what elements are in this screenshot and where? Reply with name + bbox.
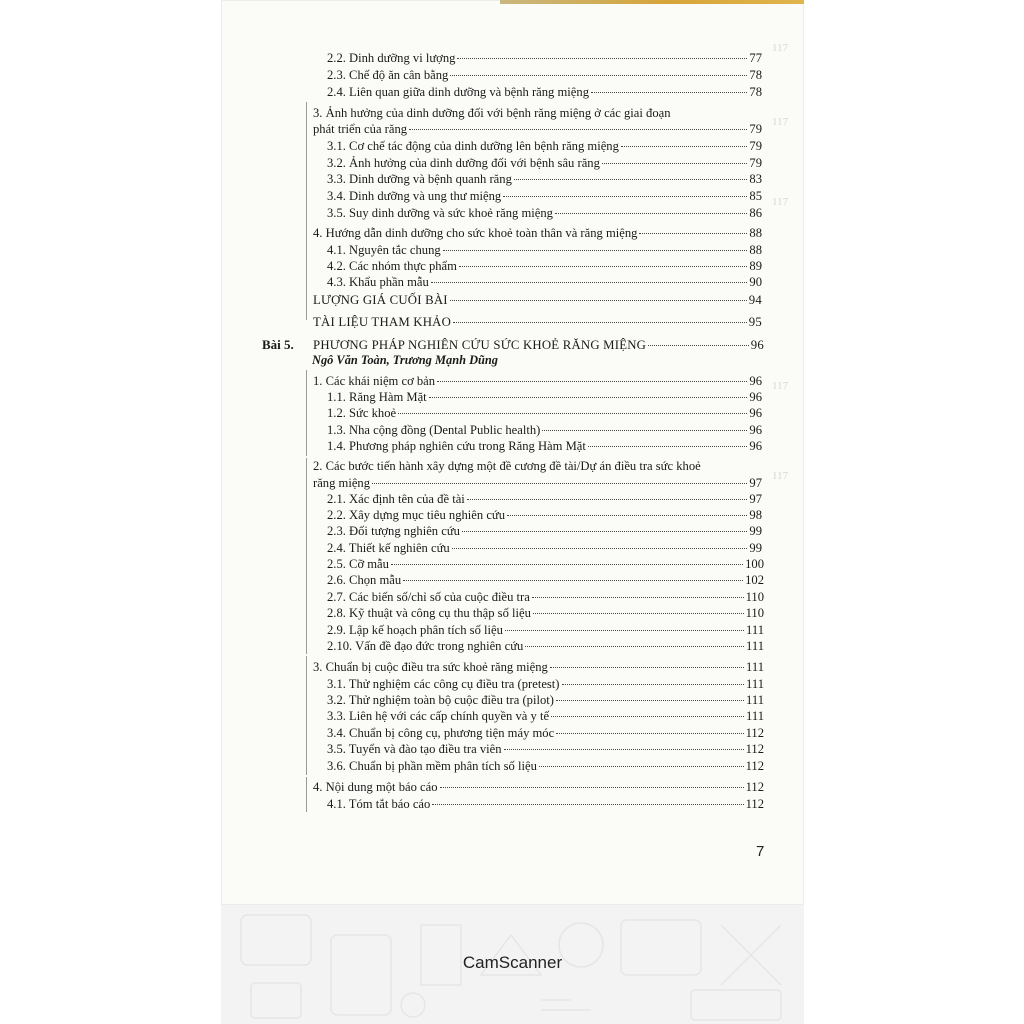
toc-entry-page: 90 <box>749 275 762 289</box>
toc-entry <box>327 725 764 741</box>
toc-entry-page: 110 <box>745 590 764 604</box>
toc-entry-page: 112 <box>745 742 764 756</box>
dot-leader <box>556 732 743 734</box>
toc-entry <box>327 491 762 507</box>
toc-entry <box>313 779 764 795</box>
camscanner-watermark: CamScanner <box>462 953 563 972</box>
toc-entry-title: 2.6. Chọn mẫu <box>327 573 402 587</box>
toc-entry <box>327 605 764 621</box>
dot-leader <box>591 91 747 93</box>
toc-entry-page: 97 <box>749 492 762 506</box>
toc-entry-page: 99 <box>749 524 762 538</box>
dot-leader <box>551 715 744 717</box>
toc-entry-title: 3.2. Thử nghiệm toàn bộ cuộc điều tra (pilot) <box>327 693 554 707</box>
toc-entry-page: 96 <box>749 406 762 420</box>
toc-entry-title: 2.9. Lập kế hoạch phân tích số liệu <box>327 623 503 637</box>
toc-entry-page: 111 <box>746 693 764 707</box>
toc-entry <box>327 258 762 274</box>
toc-entry-title: 2.1. Xác định tên của đề tài <box>327 492 465 506</box>
toc-entry-title: 2.4. Thiết kế nghiên cứu <box>327 541 450 555</box>
toc-entry <box>327 741 764 757</box>
dot-leader <box>602 162 748 164</box>
toc-entry-page: 85 <box>749 189 762 203</box>
toc-entry-title: PHƯƠNG PHÁP NGHIÊN CỨU SỨC KHOẺ RĂNG MIỆNG <box>313 338 647 352</box>
toc-entry-page: 89 <box>749 259 762 273</box>
toc-entry <box>313 105 762 121</box>
dot-leader <box>391 563 743 565</box>
toc-entry <box>327 50 762 66</box>
dot-leader <box>514 178 748 180</box>
toc-entry <box>327 692 764 708</box>
toc-entry-title: 3.2. Ảnh hưởng của dinh dưỡng đối với bệnh sâu răng <box>327 156 600 170</box>
toc-entry-page: 96 <box>750 338 764 352</box>
toc-entry-title: 3.3. Dinh dưỡng và bệnh quanh răng <box>327 172 512 186</box>
toc-entry-title: 2.8. Kỹ thuật và công cụ thu thập số liệu <box>327 606 531 620</box>
toc-entry-title: răng miệng <box>313 476 371 490</box>
dot-leader <box>505 629 744 631</box>
dot-leader <box>533 612 744 614</box>
dot-leader <box>437 380 747 382</box>
bleed-through-mark: 117 <box>772 42 789 54</box>
toc-entry-title: 3.5. Suy dinh dưỡng và sức khoẻ răng miệng <box>327 206 553 220</box>
toc-entry-page: 112 <box>745 759 764 773</box>
toc-entry <box>327 438 762 454</box>
bleed-through-mark: 117 <box>772 470 789 482</box>
toc-entry-title: 4.1. Nguyên tắc chung <box>327 243 441 257</box>
dot-leader <box>550 666 744 668</box>
toc-entry-title: 1.2. Sức khoẻ <box>327 406 397 420</box>
section-bracket <box>306 370 307 456</box>
toc-entry <box>327 523 762 539</box>
toc-entry-page: 112 <box>745 780 764 794</box>
toc-entry-title: 3.4. Chuẩn bị công cụ, phương tiện máy móc <box>327 726 555 740</box>
toc-entry <box>327 422 762 438</box>
section-bracket <box>306 777 307 812</box>
toc-entry-page: 110 <box>745 606 764 620</box>
toc-entry <box>327 138 762 154</box>
toc-entry-title: 2.7. Các biến số/chỉ số của cuộc điều tra <box>327 590 530 604</box>
toc-entry-title: LƯỢNG GIÁ CUỐI BÀI <box>313 293 448 307</box>
toc-entry-page: 79 <box>749 156 762 170</box>
dot-leader <box>467 498 748 500</box>
dot-leader <box>648 344 749 346</box>
dot-leader <box>525 645 744 647</box>
dot-leader <box>429 396 748 398</box>
toc-entry-title: 3.5. Tuyển và đào tạo điều tra viên <box>327 742 502 756</box>
toc-entry <box>313 292 762 308</box>
toc-entry-page: 112 <box>745 797 764 811</box>
toc-entry-page: 78 <box>749 85 762 99</box>
toc-entry-title: 3.1. Cơ chế tác động của dinh dưỡng lên bệnh răng miệng <box>327 139 619 153</box>
toc-entry-page: 96 <box>749 390 762 404</box>
toc-entry-title: 3. Ảnh hưởng của dinh dưỡng đối với bệnh răng miệng ở các giai đoạn <box>313 106 671 120</box>
toc-entry-page: 88 <box>749 226 762 240</box>
toc-entry <box>327 572 764 588</box>
toc-entry-page: 86 <box>749 206 762 220</box>
toc-entry <box>327 507 762 523</box>
toc-entry-page: 98 <box>749 508 762 522</box>
dot-leader <box>539 765 744 767</box>
toc-entry <box>313 373 762 389</box>
toc-entry-title: 3.3. Liên hệ với các cấp chính quyền và y tế <box>327 709 550 723</box>
toc-entry-title: 1.1. Răng Hàm Mặt <box>327 390 427 404</box>
toc-entry-title: TÀI LIỆU THAM KHẢO <box>313 315 452 329</box>
toc-entry-page: 83 <box>749 172 762 186</box>
toc-entry <box>327 589 764 605</box>
toc-entry-title: 3.6. Chuẩn bị phần mềm phân tích số liệu <box>327 759 537 773</box>
toc-entry <box>327 188 762 204</box>
toc-entry-title: 2.3. Đối tượng nghiên cứu <box>327 524 460 538</box>
toc-entry-page: 111 <box>746 677 764 691</box>
toc-entry-page: 78 <box>749 68 762 82</box>
toc-entry <box>327 242 762 258</box>
toc-entry <box>327 556 764 572</box>
dot-leader <box>403 579 743 581</box>
dot-leader <box>507 514 747 516</box>
toc-entry-page: 79 <box>749 139 762 153</box>
dot-leader <box>431 281 748 283</box>
toc-entry-title: 4.3. Khẩu phần mẫu <box>327 275 429 289</box>
dot-leader <box>639 232 747 234</box>
toc-entry-title: 2.2. Dinh dưỡng vi lượng <box>327 51 456 65</box>
section-bracket <box>306 458 307 654</box>
dot-leader <box>556 699 744 701</box>
toc-entry <box>327 155 762 171</box>
toc-entry-page: 111 <box>746 623 764 637</box>
toc-entry <box>327 796 764 812</box>
toc-entry <box>313 458 762 474</box>
section-bracket <box>306 656 307 775</box>
toc-entry-title: 2.3. Chế độ ăn cân bằng <box>327 68 449 82</box>
toc-entry-title: 3. Chuẩn bị cuộc điều tra sức khoẻ răng miệng <box>313 660 548 674</box>
toc-entry-page: 111 <box>746 639 764 653</box>
toc-entry-page: 94 <box>748 293 762 307</box>
dot-leader <box>432 803 743 805</box>
toc-entry <box>327 758 764 774</box>
toc-entry <box>327 540 762 556</box>
dot-leader <box>450 74 747 76</box>
bleed-through-mark: 117 <box>772 196 789 208</box>
toc-entry <box>327 638 764 654</box>
bleed-through-mark: 117 <box>772 116 789 128</box>
bleed-through-mark: 117 <box>772 380 789 392</box>
toc-entry-page: 77 <box>749 51 762 65</box>
dot-leader <box>440 786 744 788</box>
dot-leader <box>372 482 747 484</box>
toc-entry <box>327 676 764 692</box>
toc-entry-page: 96 <box>749 423 762 437</box>
toc-entry <box>313 659 764 675</box>
toc-entry-page: 111 <box>746 660 764 674</box>
dot-leader <box>555 212 747 214</box>
toc-entry <box>327 405 762 421</box>
toc-entry-page: 111 <box>746 709 764 723</box>
toc-entry-page: 112 <box>745 726 764 740</box>
toc-entry-page: 96 <box>749 439 762 453</box>
dot-leader <box>443 249 748 251</box>
dot-leader <box>504 748 744 750</box>
dot-leader <box>532 596 744 598</box>
chapter-label: Bài 5. <box>262 337 294 352</box>
toc-entry-title: 4.2. Các nhóm thực phẩm <box>327 259 457 273</box>
dot-leader <box>462 530 747 532</box>
toc-entry <box>313 475 762 491</box>
toc-entry <box>327 274 762 290</box>
dot-leader <box>562 683 745 685</box>
toc-entry-title: 2.10. Vấn đề đạo đức trong nghiên cứu <box>327 639 524 653</box>
toc-entry <box>313 314 762 330</box>
toc-entry <box>313 225 762 241</box>
toc-entry-page: 97 <box>749 476 762 490</box>
dot-leader <box>457 57 747 59</box>
toc-entry-title: 4. Hướng dẫn dinh dưỡng cho sức khoẻ toàn thân và răng miệng <box>313 226 638 240</box>
toc-entry-title: 3.1. Thử nghiệm các công cụ điều tra (pretest) <box>327 677 560 691</box>
toc-entry <box>313 337 764 353</box>
toc-entry <box>327 389 762 405</box>
dot-leader <box>453 321 747 323</box>
dot-leader <box>398 412 747 414</box>
dot-leader <box>450 299 747 301</box>
dot-leader <box>452 547 748 549</box>
toc-entry-title: 4. Nội dung một báo cáo <box>313 780 438 794</box>
toc-entry <box>327 67 762 83</box>
toc-entry-title: 2.2. Xây dựng mục tiêu nghiên cứu <box>327 508 506 522</box>
toc-entry-title: 1.3. Nha cộng đồng (Dental Public health) <box>327 423 541 437</box>
toc-entry-title: 2.4. Liên quan giữa dinh dưỡng và bệnh răng miệng <box>327 85 589 99</box>
toc-entry-page: 96 <box>749 374 762 388</box>
toc-entry-title: 2.5. Cỡ mẫu <box>327 557 389 571</box>
toc-entry <box>327 708 764 724</box>
dot-leader <box>621 145 748 147</box>
dot-leader <box>459 265 747 267</box>
toc-entry-page: 102 <box>745 573 764 587</box>
toc-entry-title: 1. Các khái niệm cơ bản <box>313 374 436 388</box>
toc-entry <box>327 84 762 100</box>
toc-entry-page: 95 <box>748 315 762 329</box>
toc-entry-title: phát triển của răng <box>313 122 408 136</box>
dot-leader <box>503 195 747 197</box>
page-number: 7 <box>756 843 765 860</box>
toc-entry-page: 79 <box>749 122 762 136</box>
dot-leader <box>588 445 748 447</box>
section-bracket <box>306 102 307 320</box>
chapter-authors: Ngô Văn Toàn, Trương Mạnh Dũng <box>312 353 498 367</box>
toc-entry-page: 100 <box>745 557 764 571</box>
toc-entry-title: 3.4. Dinh dưỡng và ung thư miệng <box>327 189 502 203</box>
dot-leader <box>542 429 747 431</box>
toc-entry <box>313 121 762 137</box>
toc-entry-page: 99 <box>749 541 762 555</box>
toc-entry <box>327 171 762 187</box>
toc-entry-title: 4.1. Tóm tắt báo cáo <box>327 797 431 811</box>
toc-entry-title: 2. Các bước tiến hành xây dựng một đề cương đề tài/Dự án điều tra sức khoẻ <box>313 459 701 473</box>
toc-entry-title: 1.4. Phương pháp nghiên cứu trong Răng Hàm Mặt <box>327 439 586 453</box>
toc-entry-page: 88 <box>749 243 762 257</box>
toc-entry <box>327 205 762 221</box>
toc-entry <box>327 622 764 638</box>
dot-leader <box>409 128 747 130</box>
